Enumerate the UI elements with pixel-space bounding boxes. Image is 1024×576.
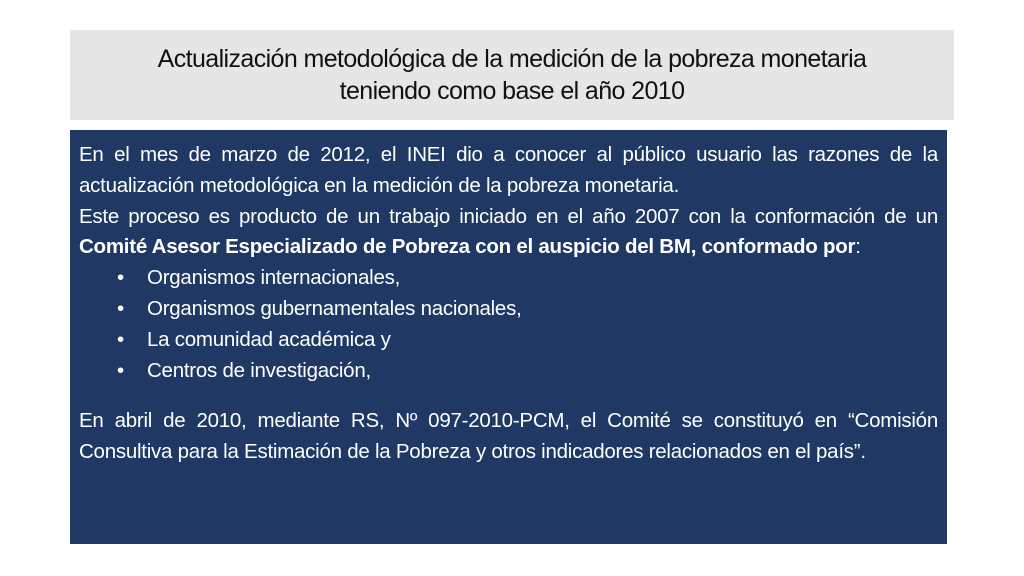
list-item bbox=[79, 294, 938, 325]
bullet-icon: • bbox=[117, 358, 124, 382]
bullet-list bbox=[79, 263, 938, 386]
bullet-icon: • bbox=[117, 266, 124, 290]
paragraph-process-suffix: : bbox=[855, 235, 861, 259]
paragraph-commission: En abril de 2010, mediante RS, Nº 097-2010-PCM, el Comité se constituyó en “Comisión Consultiva para la Estimación de la Pobreza y otros indicadores relacionados en el país”. bbox=[79, 409, 938, 464]
bullet-icon: • bbox=[117, 327, 124, 351]
list-item bbox=[79, 356, 938, 387]
paragraph-process-bold: Comité Asesor Especializado de Pobreza con el auspicio del BM, conformado por bbox=[79, 235, 856, 259]
list-item-text: Organismos gubernamentales nacionales, bbox=[147, 296, 522, 320]
list-item bbox=[79, 325, 938, 356]
paragraph-process bbox=[79, 202, 938, 264]
paragraph-process-prefix: Este proceso es producto de un trabajo iniciado en el año 2007 con la conformación de un bbox=[79, 204, 938, 228]
list-item-text: Centros de investigación, bbox=[147, 358, 371, 382]
slide-title bbox=[70, 30, 954, 120]
bullet-icon: • bbox=[117, 296, 124, 320]
spacer bbox=[79, 386, 938, 406]
list-item bbox=[79, 263, 938, 294]
slide-title-line-1: Actualización metodológica de la medición de la pobreza monetaria bbox=[157, 45, 867, 73]
content-panel bbox=[70, 130, 947, 544]
list-item-text: La comunidad académica y bbox=[147, 327, 391, 351]
list-item-text: Organismos internacionales, bbox=[147, 266, 401, 290]
paragraph-intro: En el mes de marzo de 2012, el INEI dio a conocer al público usuario las razones de la actualización metodológica en la medición de la pobreza monetaria. bbox=[79, 143, 938, 197]
slide-title-line-2: teniendo como base el año 2010 bbox=[339, 77, 685, 105]
